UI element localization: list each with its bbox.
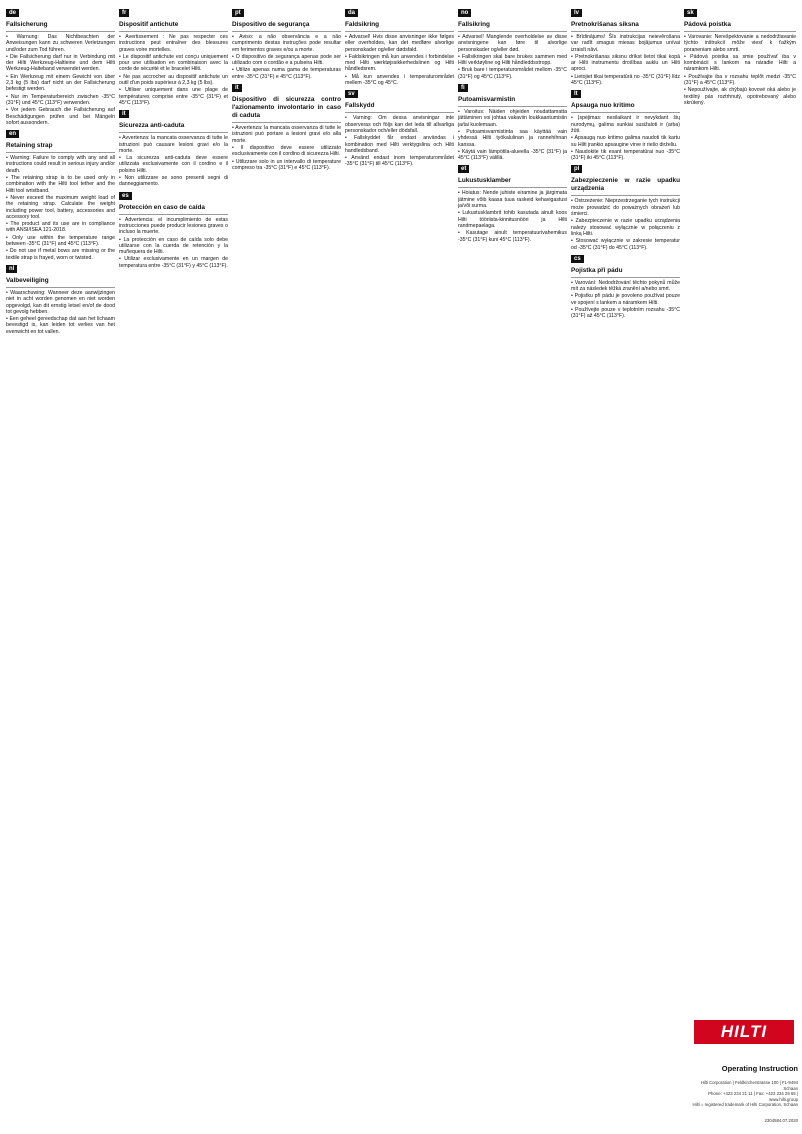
paragraph: • Il dispositivo deve essere utilizzato esclusivamente con il cordino di sicurezza Hilti. [232,144,341,158]
paragraph: • Pádová poistka sa smie používať iba v kombinácii s lankom na náradie Hilti a náramkom Hilti. [684,53,796,73]
paragraph: • Putoamisvarmistinta saa käyttää vain yhdessä Hilti työkalulinan ja rannehihnan kanssa. [458,128,567,148]
column-2 [119,6,228,1126]
paragraph: • The retaining strap is to be used only in combination with the Hilti tool tether and the Hilti tool wristband. [6,175,115,194]
paragraph: • Varování: Nedodržování těchto pokynů může mít za následek těžká zranění a/nebo smrt. [571,279,680,293]
paragraph: • Utilizzare solo in un intervallo di temperature compreso tra -35°C (31°F) e 45°C (113°F). [232,158,341,171]
section-heading: Pádová poistka [684,21,731,28]
language-tag: et [458,165,469,173]
paragraph: • Stosować wyłącznie w zakresie temperatur od -35°C (31°F) do 45°C (113°F). [571,238,680,251]
language-tag: cs [571,255,584,263]
paragraph: • Įspėjimas: nesilaikant ir nevykdant šių nurodymų, galima sunkiai susižaloti ir (arba) žūti. [571,115,680,134]
paragraph: • Käytä vain lämpötila-alueella -35°C (31°F) ja 45°C (113°F) välillä. [458,148,567,162]
paragraph: • Warning: Failure to comply with any and all instructions could result in serious injury and/or death. [6,155,115,174]
paragraph: • Lukustusklambrit tohib kasutada ainult koos Hilti tööriista-kinnitusnööri ja Hilti randmepaelaga. [458,210,567,229]
paragraph: • Kasutage ainult temperatuurivahemikus -35°C (31°F) kuni 45°C (113°F). [458,230,567,243]
company-footer [690,1080,798,1108]
paragraph: • Only use within the temperature range between -35°C (31°F) and 45°C (113°F). [6,234,115,248]
paragraph: • Never exceed the maximum weight load of the retaining strap. Calculate the weight including power tool, battery, accessories and accessory tool. [6,194,115,220]
logo-mark: HILTI [694,1020,794,1044]
paragraph: • Ein Werkzeug mit einem Gewicht von über 2,3 kg (5 lbs) darf nicht an der Fallsicherung befestigt werden. [6,73,115,93]
paragraph: • Faldsikringen må kun anvendes i forbindelse med Hilti værktøjssikkerhedslinen og Hilti håndledsrem. [345,53,454,73]
language-tag: lv [571,9,582,17]
divider [119,31,228,32]
section-heading: Fallsicherung [6,21,48,28]
paragraph: • The product and its use are in compliance with ANSI/ISEA 121-2018. [6,221,115,234]
paragraph: • Pretnokrišanas siksnu drīkst lietot tikai kopā ar Hilti instrumentu drošības auklu un Hilti aproci. [571,53,680,73]
section-heading: Fallsikring [458,21,490,28]
paragraph: • Do not use if metal bows are missing or the textile strap is frayed, worn or twisted. [6,248,115,261]
paragraph: • Een geheel gereedschap dat aan het lichaam bevestigd is, kan leiden tot verlies van het evenwicht en tot vallen. [6,316,115,335]
paragraph: • Utilizar exclusivamente en un margen de temperatura entre -35°C (31°F) y 45°C (113°F). [119,256,228,269]
divider [232,31,341,32]
section-heading: Apsauga nuo kritimo [571,102,635,110]
paragraph: • Warnung: Das Nichtbeachten der Anweisungen kann zu schweren Verletzungen und/oder zum Tod führen. [6,34,115,53]
paragraph: • Varovanie: Nerešpektovanie a nedodržiavanie týchto inštrukcií môže viesť k ťažkým poraneniam alebo smrti. [684,34,796,53]
language-tag: de [6,9,19,17]
paragraph: • Ostrzeżenie: Nieprzestrzeganie tych instrukcji może prowadzić do poważnych obrażeń lub śmierci. [571,198,680,218]
language-tag: lt [571,90,581,98]
paragraph: • Använd endast inom temperaturområdet -35°C (31°F) till 45°C (113°F). [345,155,454,168]
column-5 [458,6,567,1126]
language-tag: fi [458,84,468,92]
paragraph: • Používejte pouze v teplotním rozsahu -35°C (31°F) až 45°C (113°F). [571,307,680,320]
paragraph: • Vor jedem Gebrauch die Fallsicherung auf Beschädigungen prüfen und bei Mängeln sofort aussondern. [6,107,115,126]
language-tag: es [119,192,132,200]
section-heading: Protección en caso de caída [119,203,205,211]
divider [345,31,454,32]
divider [571,277,680,278]
section-heading: Valbeveiliging [6,276,49,284]
section-heading: Retaining strap [6,142,53,150]
section-heading: Dispositif antichute [119,21,179,28]
divider [458,106,567,107]
divider [6,152,115,153]
paragraph: • Avvertenza: la mancata osservanza di tutte le istruzioni può portare a lesioni gravi e/o alla morte. [232,125,341,144]
footer-line: Hilti Corporation | Feldkircherstrasse 100 | FL-9494 Schaan [700,1080,798,1091]
section-heading: Zabezpieczenie w razie upadku urządzenia [571,177,680,193]
footer-line: Phone: +423 234 21 11 | Fax: +423 234 29 65 | www.hilti.group [708,1091,798,1102]
paragraph: • Apsaugą nuo kritimo galima naudoti tik kartu su Hilti įrankio apsaugine virve ir riešo dirželiu. [571,135,680,148]
paragraph: • Fallskyddet får endast användas i kombination med Hilti verktygslina och Hilti handledsband. [345,135,454,154]
paragraph: • Avvertenza: la mancata osservanza di tutte le istruzioni può causare lesioni gravi e/o la morte. [119,135,228,154]
divider [458,31,567,32]
section-heading: Fallskydd [345,102,375,110]
document-code: 2304584.07.2020 [764,1118,798,1123]
divider [571,31,680,32]
language-tag: da [345,9,358,17]
language-tag: pl [571,165,582,173]
section-heading: Pretnokrišanas siksna [571,21,639,28]
manual-title: Operating Instruction [721,1064,798,1073]
paragraph: • Utiliser uniquement dans une plage de températures comprise entre -35°C (31°F) et 45°C (113°F). [119,87,228,106]
column-3 [232,6,341,1126]
paragraph: • Utilize apenas numa gama de temperaturas entre -35°C (31°F) e 45°C (113°F). [232,67,341,80]
paragraph: • O dispositivo de segurança apenas pode ser utilizado com o cordão e a pulseira Hilti. [232,53,341,67]
language-tag: it [119,110,129,118]
divider [6,31,115,32]
paragraph: • Brīdinājums! Šīs instrukcijas neievērošana var radīt smagus miesas bojājumus un/vai izraisīt nāvi. [571,34,680,53]
hilti-logo [694,1020,794,1044]
divider [684,31,796,32]
column-6 [571,6,680,1126]
section-heading: Dispositivo di sicurezza contro l'azionamento involontario in caso di caduta [232,96,341,120]
section-heading: Putoamisvarmistin [458,96,516,104]
language-tag: en [6,130,19,138]
divider [571,112,680,113]
section-heading: Sicurezza anti-caduta [119,122,185,130]
paragraph: • Ne pas accrocher au dispositif antichute un outil d'un poids supérieur à 2,3 kg (5 lbs). [119,73,228,87]
language-tag: sk [684,9,697,17]
paragraph: • Nur im Temperaturbereich zwischen -35°C (31°F) und 45°C (113°F) verwenden. [6,93,115,106]
divider [232,122,341,123]
language-tag: nl [6,265,17,273]
paragraph: • Bruk bare i temperaturområdet mellom -35°C (31°F) og 45°C (113°F). [458,67,567,80]
section-heading: Pojistka při pádu [571,266,623,274]
paragraph: • Non utilizzare se sono presenti segni di danneggiamento. [119,175,228,188]
column-7 [684,6,796,1006]
paragraph: • Må kun anvendes i temperaturområdet mellem -35°C og 45°C. [345,73,454,87]
divider [571,195,680,196]
language-tag: it [232,84,242,92]
section-heading: Faldsikring [345,21,380,28]
paragraph: • Le dispositif antichute est conçu uniquement pour une utilisation en combinaison avec la corde de sécurité et le bracelet Hilti. [119,53,228,73]
language-tag: pt [232,9,244,17]
section-heading: Dispositivo de segurança [232,21,310,28]
section-heading: Lukustusklamber [458,177,511,185]
paragraph: • Používajte iba v rozsahu teplôt medzi -35°C (31°F) a 45°C (113°F). [684,73,796,87]
column-4 [345,6,454,1126]
paragraph: • Advarsel! Hvis disse anvisninger ikke følges eller overholdes, kan det medføre alvorlige personskader og/eller dødsfald. [345,34,454,53]
language-tag: sv [345,90,358,98]
paragraph: • La protección en caso de caída solo debe utilizarse con la cuerda de retención y la muñequera de Hilti. [119,236,228,256]
paragraph: • Naudokite tik esant temperatūrai nuo -35°C (31°F) iki 45°C (113°F). [571,148,680,162]
divider [119,214,228,215]
paragraph: • Zabezpieczenie w razie upadku urządzenia należy stosować wyłącznie w połączeniu z linką Hilti. [571,218,680,237]
divider [458,187,567,188]
paragraph: • Varoitus: Näiden ohjeiden noudattamatta jättäminen voi johtaa vakaviin loukkaantumisiin ja/tai kuolemaan. [458,109,567,128]
paragraph: • Waarschuwing: Wanneer deze aanwijzingen niet in acht worden genomen en niet worden opgevolgd, kan dit ernstig letsel en/of de dood tot gevolg hebben. [6,289,115,315]
divider [6,287,115,288]
column-1 [6,6,115,1126]
language-tag: fr [119,9,129,17]
paragraph: • Varning: Om dessa anvisningar inte observeras och följs kan det leda till allvarliga personskador och/eller dödsfall. [345,115,454,134]
paragraph: • Fallsikringen skal bare brukes sammen med Hilti verktøyline og Hilti håndleddsstropp. [458,53,567,67]
paragraph: • Aviso: a não observância e a não cumprimento destas instruções pode resultar em ferimentos graves e/ou a morte. [232,34,341,53]
paragraph: • Lietojiet tikai temperatūrā no -35°C (31°F) līdz 45°C (113°F). [571,73,680,87]
paragraph: • Nepoužívajte, ak chýbajú kovové oká alebo je textilný pás roztrhnutý, opotrebovaný alebo skrútený. [684,87,796,106]
paragraph: • Advarsel! Manglende overholdelse av disse anvisningene kan føre til alvorlige personskader og/eller død. [458,34,567,53]
paragraph: • La sicurezza anti-caduta deve essere utilizzata esclusivamente con il cordino e il polsino Hilti. [119,155,228,174]
language-tag: no [458,9,471,17]
paragraph: • Avertissement : Ne pas respecter ces instructions peut entraîner des blessures graves voire mortelles. [119,34,228,53]
paragraph: • Advertencia: el incumplimiento de estas instrucciones puede producir lesiones graves o incluso la muerte. [119,216,228,236]
footer-line: Hilti = registered trademark of Hilti Corporation, Schaan [692,1102,798,1107]
paragraph: • Hoiatus: Nende juhiste eiramine ja järgimata jätmine võib kaasa tuua raskeid kehavigastusi ja/või surma. [458,190,567,210]
paragraph: • Die Fallsicherung darf nur in Verbindung mit der Hilti Werkzeug-Haltleine und dem Hilti Werkzeug-Halteband verwendet werden. [6,53,115,73]
paragraph: • Pojistku při pádu je povoleno používat pouze ve spojení s lankem a náramkem Hilti. [571,293,680,306]
divider [345,112,454,113]
divider [119,132,228,133]
